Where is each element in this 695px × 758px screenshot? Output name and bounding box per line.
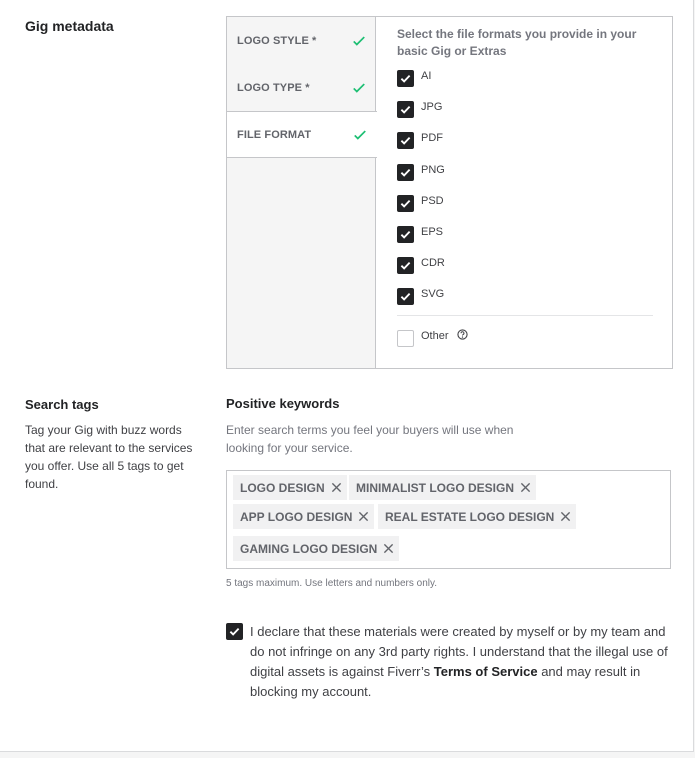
tags-note: 5 tags maximum. Use letters and numbers only.: [226, 578, 438, 589]
search-tags-title: Search tags: [25, 397, 99, 412]
check-icon: [353, 128, 367, 142]
declaration-text: [250, 622, 670, 702]
tags-input[interactable]: [226, 470, 671, 569]
metadata-box: [226, 16, 673, 369]
check-icon: [352, 34, 366, 48]
other-label: Other: [421, 329, 449, 342]
file-format-panel: [377, 17, 672, 368]
tag-chip: [349, 475, 536, 500]
format-option-psd[interactable]: [397, 195, 444, 212]
check-icon: [400, 260, 411, 271]
format-option-other[interactable]: [397, 330, 468, 347]
declaration-text-part: I declare that these materials were created by myself or by my team and do not infringe on any 3rd party rights. I understand that the illegal use of digital assets is against Fiverr’s: [250, 624, 668, 679]
declaration-text-part: and may result in blocking my account.: [250, 664, 641, 699]
checkbox-checked[interactable]: [397, 226, 414, 243]
tag-label: LOGO DESIGN: [240, 480, 325, 495]
format-option-svg[interactable]: [397, 288, 444, 305]
check-icon: [400, 73, 411, 84]
close-icon[interactable]: [560, 511, 571, 522]
format-label: PDF: [421, 131, 443, 144]
format-option-pdf[interactable]: [397, 132, 443, 149]
check-icon: [400, 291, 411, 302]
format-label: [421, 330, 468, 342]
format-option-eps[interactable]: [397, 226, 443, 243]
checkbox-checked[interactable]: [397, 195, 414, 212]
tag-chip: [233, 475, 347, 500]
check-icon: [400, 229, 411, 240]
tag-chip: [233, 504, 374, 529]
close-icon[interactable]: [331, 482, 342, 493]
format-option-png[interactable]: [397, 164, 445, 181]
close-icon[interactable]: [358, 511, 369, 522]
tag-chip: [378, 504, 576, 529]
checkbox-checked[interactable]: [397, 101, 414, 118]
format-label: SVG: [421, 287, 445, 300]
format-option-ai[interactable]: [397, 70, 431, 87]
check-icon: [229, 626, 240, 637]
help-icon[interactable]: [457, 329, 468, 340]
positive-keywords-help: Enter search terms you feel your buyers will use when looking for your service.: [226, 423, 514, 455]
gig-metadata-title: Gig metadata: [25, 18, 114, 34]
tab-label: LOGO TYPE *: [237, 81, 310, 94]
tag-label: REAL ESTATE LOGO DESIGN: [385, 509, 555, 524]
format-label: EPS: [421, 225, 444, 238]
format-label: JPG: [421, 100, 443, 113]
format-label: CDR: [421, 256, 445, 269]
declaration-checkbox[interactable]: [226, 623, 243, 640]
checkbox-checked[interactable]: [397, 132, 414, 149]
divider: [397, 315, 653, 316]
checkbox-unchecked[interactable]: [397, 330, 414, 347]
format-label: PSD: [421, 194, 444, 207]
tag-label: MINIMALIST LOGO DESIGN: [356, 480, 514, 495]
file-format-instruction: Select the file formats you provide in your basic Gig or Extras: [397, 27, 637, 58]
tab-logo-type[interactable]: [227, 64, 376, 111]
tag-label: GAMING LOGO DESIGN: [240, 541, 378, 556]
format-label: PNG: [421, 163, 445, 176]
close-icon[interactable]: [520, 482, 531, 493]
tag-label: APP LOGO DESIGN: [240, 509, 353, 524]
tab-file-format[interactable]: [227, 111, 377, 158]
tab-label: LOGO STYLE *: [237, 34, 317, 47]
checkbox-checked[interactable]: [397, 70, 414, 87]
format-option-cdr[interactable]: [397, 257, 445, 274]
search-tags-description: Tag your Gig with buzz words that are relevant to the services you offer. Use all 5 tags to get found.: [25, 423, 193, 491]
tab-logo-style[interactable]: [227, 17, 376, 64]
check-icon: [400, 198, 411, 209]
format-label: AI: [421, 69, 432, 82]
check-icon: [352, 81, 366, 95]
checkbox-checked[interactable]: [397, 164, 414, 181]
tab-label: FILE FORMAT: [237, 128, 312, 141]
format-option-jpg[interactable]: [397, 101, 442, 118]
check-icon: [400, 135, 411, 146]
check-icon: [400, 167, 411, 178]
tag-chip: [233, 536, 399, 561]
metadata-tabs: [227, 17, 376, 368]
close-icon[interactable]: [383, 543, 394, 554]
check-icon: [400, 104, 411, 115]
checkbox-checked[interactable]: [397, 288, 414, 305]
checkbox-checked[interactable]: [397, 257, 414, 274]
terms-of-service-link[interactable]: Terms of Service: [433, 664, 538, 679]
positive-keywords-title: Positive keywords: [226, 396, 340, 411]
